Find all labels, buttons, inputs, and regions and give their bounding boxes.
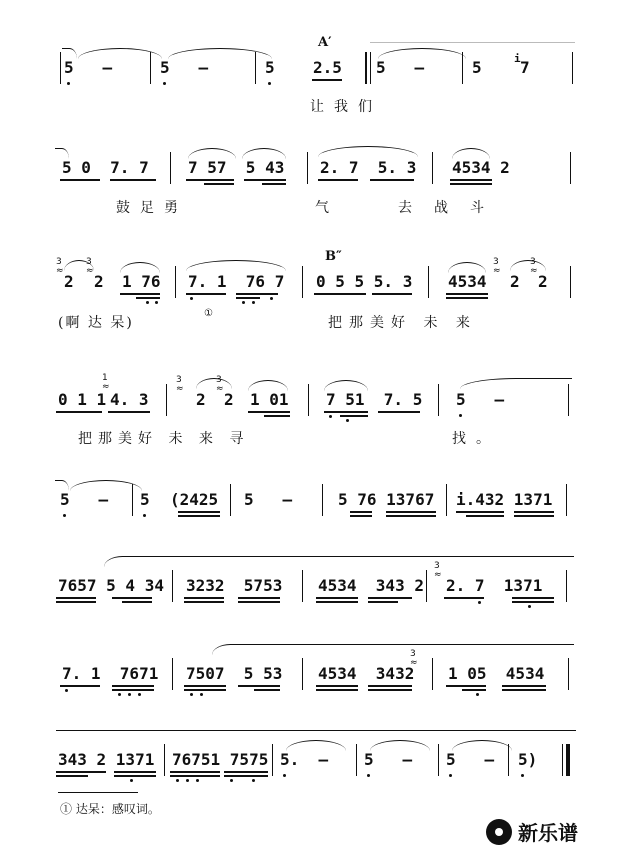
barline <box>572 52 573 84</box>
repeat-bracket <box>370 42 575 43</box>
note: 0 1 1 <box>58 390 107 409</box>
octave-dot <box>200 693 203 696</box>
barline <box>302 658 303 690</box>
grace-note: 3 ≈ <box>56 257 64 276</box>
grace-note: i <box>514 52 521 65</box>
logo-text: 新乐谱 <box>518 821 578 845</box>
underline <box>370 179 414 181</box>
underline <box>450 183 492 185</box>
lyric: 把那美好 未 来 <box>328 315 477 331</box>
underline <box>184 689 226 691</box>
octave-dot <box>528 605 531 608</box>
slur-tie <box>196 378 232 389</box>
underline <box>186 179 234 181</box>
octave-dot <box>476 693 479 696</box>
grace-note: 3 ≈ <box>493 257 501 276</box>
note: (2425 <box>170 490 219 509</box>
underline <box>502 689 546 691</box>
underline <box>512 601 554 603</box>
note: 4534 343 2 <box>318 576 424 595</box>
underline <box>316 597 358 599</box>
underline <box>368 689 412 691</box>
underline <box>56 771 106 773</box>
underline <box>318 179 358 181</box>
octave-dot <box>242 301 245 304</box>
underline <box>446 297 488 299</box>
lyric-row-3 <box>0 308 617 332</box>
underline <box>350 511 372 513</box>
barline <box>272 744 273 776</box>
repeat-barline <box>365 52 367 84</box>
underline <box>186 293 226 295</box>
final-barline-thin <box>562 744 563 776</box>
underline <box>264 415 290 417</box>
barline <box>462 52 463 84</box>
octave-dot <box>118 693 121 696</box>
underline <box>56 597 96 599</box>
phrase-slur <box>212 644 574 655</box>
underline <box>238 597 280 599</box>
underline <box>178 511 220 513</box>
lyric: 把那美好 未 来 寻 <box>78 431 250 447</box>
barline <box>302 570 303 602</box>
underline <box>462 689 486 691</box>
grace-note: 3 ≈ <box>434 561 442 580</box>
note: 2 <box>196 390 206 409</box>
grace-note: 3 ≈ <box>216 375 224 394</box>
grace-note: 3 ≈ <box>86 257 94 276</box>
underline <box>456 511 504 513</box>
octave-dot <box>163 82 166 85</box>
underline <box>184 597 224 599</box>
rehearsal-mark-a: A′ <box>318 35 332 50</box>
barline <box>566 484 567 516</box>
slur-tie <box>242 148 286 159</box>
underline <box>112 689 154 691</box>
lyric: (啊 达 呆) <box>58 315 134 331</box>
note: 5 <box>472 58 482 77</box>
underline <box>178 515 220 517</box>
barline <box>175 266 176 298</box>
slur-tie <box>120 262 160 273</box>
note: 4534 3432 <box>318 664 415 683</box>
underline <box>316 685 358 687</box>
slur-tie <box>248 380 288 391</box>
barline <box>428 266 429 298</box>
octave-dot <box>190 693 193 696</box>
underline <box>324 411 368 413</box>
barline <box>370 52 371 84</box>
octave-dot <box>449 774 452 777</box>
note: 343 2 1371 <box>58 750 155 769</box>
underline <box>254 689 280 691</box>
note: 7507 5 53 <box>186 664 283 683</box>
note: 2 <box>64 272 74 291</box>
note: 5. – <box>280 750 329 769</box>
barline <box>568 384 569 416</box>
underline <box>236 297 260 299</box>
lyric: 让我们 <box>310 99 382 115</box>
final-barline-thick <box>566 744 570 776</box>
octave-dot <box>283 774 286 777</box>
barline <box>230 484 231 516</box>
grace-note: 3 ≈ <box>410 649 418 668</box>
rehearsal-mark-b: B″ <box>325 249 342 264</box>
note: 5 0 7. 7 <box>62 158 149 177</box>
barline <box>170 152 171 184</box>
underline <box>112 685 154 687</box>
note: 7. 1 7671 <box>62 664 159 683</box>
lyric-row-4 <box>0 428 617 448</box>
underline <box>238 685 280 687</box>
barline <box>150 52 151 84</box>
note: 0 5 5 5. 3 <box>316 272 413 291</box>
barline <box>132 484 133 516</box>
barline <box>166 384 167 416</box>
note: 5 – <box>64 58 113 77</box>
underline <box>450 179 492 181</box>
underline <box>110 179 156 181</box>
lyric: 找。 <box>452 431 500 447</box>
underline <box>170 771 220 773</box>
barline <box>426 570 427 602</box>
footnote-ref: ① <box>204 308 213 319</box>
note: 7 57 5 43 <box>188 158 285 177</box>
barline <box>508 744 509 776</box>
barline <box>322 484 323 516</box>
underline <box>114 771 156 773</box>
barline <box>570 152 571 184</box>
underline <box>446 685 486 687</box>
underline <box>136 297 160 299</box>
octave-dot <box>329 415 332 418</box>
octave-dot <box>190 297 193 300</box>
note: 2.5 <box>313 58 342 77</box>
note: 5) <box>518 750 538 769</box>
note: 1 76 <box>122 272 161 291</box>
octave-dot <box>459 414 462 417</box>
note: 2 <box>224 390 234 409</box>
octave-dot <box>128 693 131 696</box>
note: 5 <box>265 58 275 77</box>
note: 2 <box>538 272 548 291</box>
barline <box>255 52 256 84</box>
record-disc-icon <box>486 819 512 845</box>
octave-dot <box>478 601 481 604</box>
underline <box>314 293 366 295</box>
barline <box>172 570 173 602</box>
underline <box>224 775 268 777</box>
underline <box>512 597 554 599</box>
underline <box>224 771 268 773</box>
underline <box>56 775 88 777</box>
underline <box>316 689 358 691</box>
octave-dot <box>143 514 146 517</box>
octave-dot <box>367 774 370 777</box>
barline <box>356 744 357 776</box>
barline <box>308 384 309 416</box>
octave-dot <box>155 301 158 304</box>
note: 5 76 13767 <box>338 490 435 509</box>
lyric-row-1 <box>0 96 617 116</box>
note: i.432 1371 <box>456 490 553 509</box>
note: 3232 5753 <box>186 576 283 595</box>
note: 5 – <box>244 490 293 509</box>
underline <box>248 411 290 413</box>
underline <box>184 685 226 687</box>
grace-note: 3 ≈ <box>530 257 538 276</box>
octave-dot <box>67 82 70 85</box>
octave-dot <box>146 301 149 304</box>
barline <box>570 266 571 298</box>
note: 76751 7575 <box>172 750 269 769</box>
underline <box>386 511 436 513</box>
footnote-rule <box>58 792 138 793</box>
slur-tie <box>460 378 572 389</box>
barline <box>432 152 433 184</box>
note: 4534 2 <box>452 158 510 177</box>
underline <box>56 411 102 413</box>
slur-tie <box>186 260 286 271</box>
underline <box>340 415 368 417</box>
underline <box>312 79 342 81</box>
note: 1 01 <box>250 390 289 409</box>
underline <box>350 515 372 517</box>
barline <box>302 266 303 298</box>
barline <box>566 570 567 602</box>
underline <box>120 293 160 295</box>
note: 5 <box>140 490 150 509</box>
barline <box>446 484 447 516</box>
note: 5 – <box>60 490 109 509</box>
underline <box>112 597 152 599</box>
grace-note: 1 ≈ <box>102 373 110 392</box>
note: 4. 3 <box>110 390 149 409</box>
note: 5 – <box>446 750 495 769</box>
underline <box>122 601 152 603</box>
note: 2 <box>94 272 104 291</box>
grace-note: 3 ≈ <box>176 375 184 394</box>
octave-dot <box>63 514 66 517</box>
underline <box>170 775 220 777</box>
note: 2. 7 5. 3 <box>320 158 417 177</box>
octave-dot <box>138 693 141 696</box>
note: 7 51 7. 5 <box>326 390 423 409</box>
note: 5 – <box>160 58 209 77</box>
barline <box>432 658 433 690</box>
barline <box>307 152 308 184</box>
underline <box>502 685 546 687</box>
note: 7. 1 76 7 <box>188 272 285 291</box>
underline <box>204 183 234 185</box>
note: 7 <box>520 58 530 77</box>
underline <box>60 685 100 687</box>
lyric: 去战斗 <box>398 200 506 216</box>
barline <box>164 744 165 776</box>
underline <box>368 601 398 603</box>
underline <box>108 411 150 413</box>
underline <box>514 515 554 517</box>
octave-dot <box>268 82 271 85</box>
site-logo <box>486 817 578 846</box>
barline <box>60 52 61 84</box>
octave-dot <box>186 779 189 782</box>
barline <box>438 744 439 776</box>
note: 5 – <box>364 750 413 769</box>
octave-dot <box>130 779 133 782</box>
lyric: 气 <box>315 200 339 216</box>
octave-dot <box>252 779 255 782</box>
footnote: ① 达呆：感叹词。 <box>60 802 160 816</box>
note: 2. 7 1371 <box>446 576 543 595</box>
lyric-row-2 <box>0 197 617 217</box>
underline <box>60 179 100 181</box>
slur-tie <box>510 260 546 271</box>
barline <box>438 384 439 416</box>
phrase-slur <box>104 556 574 567</box>
slur-tie <box>318 146 418 157</box>
octave-dot <box>252 301 255 304</box>
underline <box>368 597 412 599</box>
note: 1 05 4534 <box>448 664 545 683</box>
underline <box>444 597 484 599</box>
note: 5 – <box>376 58 425 77</box>
underline <box>244 179 286 181</box>
underline <box>466 515 504 517</box>
underline <box>56 601 96 603</box>
octave-dot <box>270 297 273 300</box>
octave-dot <box>196 779 199 782</box>
underline <box>114 775 156 777</box>
barline <box>568 658 569 690</box>
note: 4534 <box>448 272 487 291</box>
lyric: 鼓足勇 <box>116 200 188 216</box>
underline <box>514 511 554 513</box>
octave-dot <box>65 689 68 692</box>
note: 5 – <box>456 390 505 409</box>
underline <box>262 183 286 185</box>
octave-dot <box>521 774 524 777</box>
underline <box>386 515 436 517</box>
underline <box>236 293 278 295</box>
octave-dot <box>176 779 179 782</box>
underline <box>372 293 412 295</box>
underline <box>446 293 488 295</box>
underline <box>238 601 280 603</box>
note: 2 <box>510 272 520 291</box>
underline <box>184 601 224 603</box>
underline <box>378 411 420 413</box>
barline <box>172 658 173 690</box>
octave-dot <box>346 419 349 422</box>
octave-dot <box>230 779 233 782</box>
underline <box>368 685 412 687</box>
underline <box>316 601 358 603</box>
note: 7657 5 4 34 <box>58 576 164 595</box>
